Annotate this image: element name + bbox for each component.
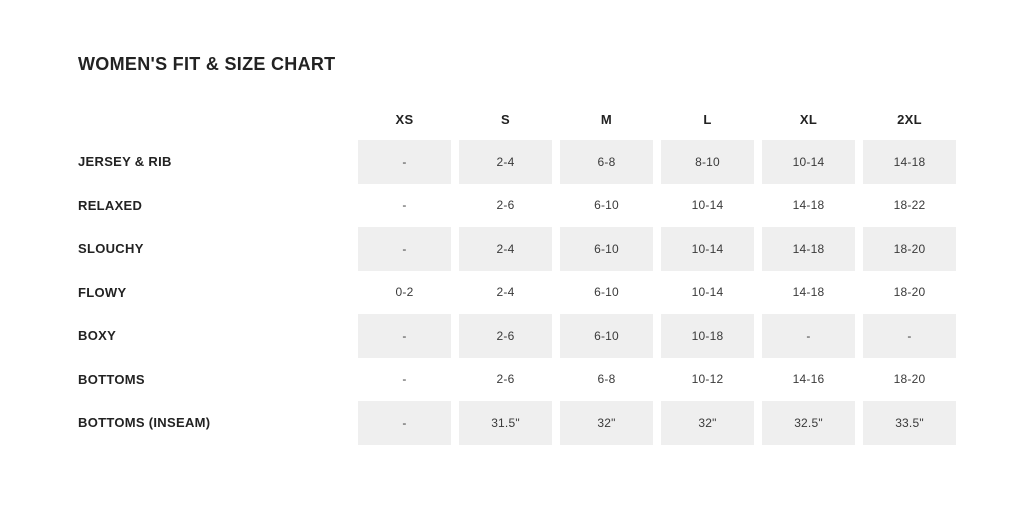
- column-header-xs: XS: [395, 111, 414, 127]
- size-value-cell: 10-18: [661, 314, 754, 358]
- size-value-cell: -: [863, 314, 956, 358]
- size-value-cell: 6-10: [594, 198, 619, 213]
- table-row: [78, 358, 956, 402]
- size-value-cell: 18-22: [893, 198, 926, 213]
- size-value-cell: -: [358, 401, 451, 445]
- row-label: BOXY: [78, 328, 117, 344]
- column-header-xl: XL: [799, 111, 818, 127]
- table-row: [78, 271, 956, 315]
- size-value-cell: -: [358, 314, 451, 358]
- size-value-cell: 10-14: [762, 140, 855, 184]
- size-value-cell: 6-10: [560, 314, 653, 358]
- size-value-cell: 32.5": [762, 401, 855, 445]
- row-label: BOTTOMS: [78, 371, 145, 387]
- size-value-cell: 2-6: [459, 314, 552, 358]
- page-title: WOMEN'S FIT & SIZE CHART: [78, 54, 336, 74]
- size-value-cell: 2-4: [459, 227, 552, 271]
- size-value-cell: 10-14: [661, 227, 754, 271]
- row-label: BOTTOMS (INSEAM): [78, 415, 211, 431]
- size-value-cell: 14-18: [762, 227, 855, 271]
- size-value-cell: 0-2: [395, 285, 414, 300]
- table-row: [78, 314, 956, 358]
- size-chart-table: [78, 98, 956, 445]
- size-value-cell: 8-10: [661, 140, 754, 184]
- table-header-row: [78, 98, 956, 140]
- size-value-cell: 6-10: [594, 285, 619, 300]
- size-value-cell: 2-6: [496, 198, 515, 213]
- size-value-cell: 18-20: [893, 285, 926, 300]
- size-value-cell: -: [762, 314, 855, 358]
- size-value-cell: 2-4: [459, 140, 552, 184]
- size-value-cell: 33.5": [863, 401, 956, 445]
- row-label: SLOUCHY: [78, 241, 144, 257]
- table-row: [78, 140, 956, 184]
- row-label: FLOWY: [78, 284, 127, 300]
- size-value-cell: 14-18: [863, 140, 956, 184]
- table-row: [78, 227, 956, 271]
- table-row: [78, 401, 956, 445]
- size-value-cell: 14-18: [792, 285, 825, 300]
- size-value-cell: 6-8: [560, 140, 653, 184]
- size-value-cell: 6-8: [597, 372, 616, 387]
- size-value-cell: -: [358, 227, 451, 271]
- column-header-l: L: [703, 111, 712, 127]
- size-value-cell: 32": [661, 401, 754, 445]
- column-header-m: M: [600, 111, 613, 127]
- size-value-cell: 2-6: [496, 372, 515, 387]
- size-value-cell: 10-14: [691, 285, 724, 300]
- row-label: JERSEY & RIB: [78, 154, 172, 170]
- column-header-s: S: [501, 111, 510, 127]
- size-value-cell: 18-20: [863, 227, 956, 271]
- row-label: RELAXED: [78, 197, 143, 213]
- size-value-cell: 14-18: [792, 198, 825, 213]
- size-value-cell: 10-14: [691, 198, 724, 213]
- column-header-2xl: 2XL: [897, 111, 922, 127]
- size-value-cell: 10-12: [691, 372, 724, 387]
- size-value-cell: -: [358, 140, 451, 184]
- table-row: [78, 184, 956, 228]
- size-value-cell: 32": [560, 401, 653, 445]
- size-value-cell: -: [402, 372, 407, 387]
- size-value-cell: 6-10: [560, 227, 653, 271]
- size-value-cell: 2-4: [496, 285, 515, 300]
- size-value-cell: -: [402, 198, 407, 213]
- size-value-cell: 31.5": [459, 401, 552, 445]
- size-value-cell: 18-20: [893, 372, 926, 387]
- size-value-cell: 14-16: [792, 372, 825, 387]
